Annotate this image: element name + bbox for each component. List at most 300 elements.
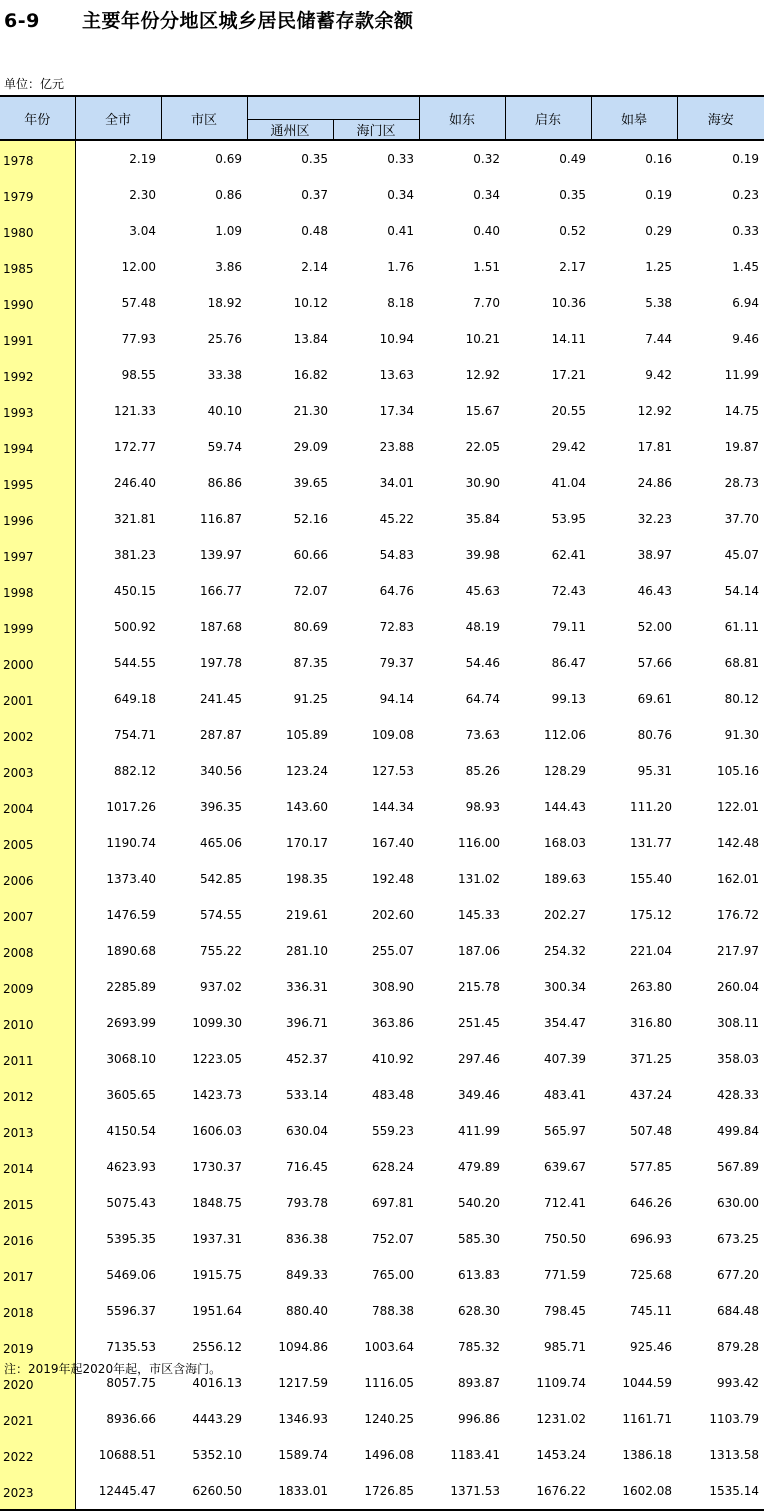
cell-qidong: 53.95 [551, 512, 586, 526]
cell-year: 1994 [0, 429, 75, 465]
table-body [0, 140, 764, 1510]
cell-rugao: 1161.71 [622, 1412, 672, 1426]
cell-year: 2006 [0, 861, 75, 897]
cell-rudong: 85.26 [465, 764, 500, 778]
cell-tongzhou: 1346.93 [278, 1412, 328, 1426]
cell-haimen: 788.38 [372, 1304, 414, 1318]
cell-urban: 187.68 [200, 620, 242, 634]
cell-urban: 465.06 [200, 836, 242, 850]
cell-rugao: 696.93 [630, 1232, 672, 1246]
cell-tongzhou: 80.69 [293, 620, 328, 634]
cell-qidong: 750.50 [544, 1232, 586, 1246]
cell-rudong: 145.33 [458, 908, 500, 922]
cell-qidong: 2.17 [559, 260, 586, 274]
cell-year: 1991 [0, 321, 75, 357]
cell-haimen: 0.33 [387, 152, 414, 166]
cell-urban: 166.77 [200, 584, 242, 598]
cell-haian: 14.75 [724, 404, 759, 418]
cell-qidong: 1109.74 [536, 1376, 586, 1390]
cell-rudong: 479.89 [458, 1160, 500, 1174]
cell-rudong: 628.30 [458, 1304, 500, 1318]
cell-total: 246.40 [114, 476, 156, 490]
table-row [0, 573, 764, 609]
cell-qidong: 254.32 [544, 944, 586, 958]
cell-tongzhou: 21.30 [293, 404, 328, 418]
cell-total: 5395.35 [106, 1232, 156, 1246]
cell-year: 2023 [0, 1473, 75, 1510]
cell-year: 2008 [0, 933, 75, 969]
cell-rugao: 175.12 [630, 908, 672, 922]
cell-year: 1980 [0, 213, 75, 249]
cell-tongzhou: 52.16 [293, 512, 328, 526]
header-urban-subgroup [247, 96, 419, 120]
cell-haian: 162.01 [717, 872, 759, 886]
cell-urban: 4443.29 [192, 1412, 242, 1426]
cell-haimen: 1116.05 [364, 1376, 414, 1390]
cell-haian: 54.14 [724, 584, 759, 598]
cell-rudong: 251.45 [458, 1016, 500, 1030]
cell-urban: 937.02 [200, 980, 242, 994]
cell-total: 77.93 [121, 332, 156, 346]
cell-total: 8936.66 [106, 1412, 156, 1426]
cell-urban: 396.35 [200, 800, 242, 814]
cell-qidong: 354.47 [544, 1016, 586, 1030]
cell-haian: 1.45 [732, 260, 759, 274]
cell-rudong: 73.63 [465, 728, 500, 742]
cell-haian: 19.87 [724, 440, 759, 454]
table-row [0, 825, 764, 861]
cell-year: 2017 [0, 1257, 75, 1293]
cell-rudong: 0.34 [473, 188, 500, 202]
cell-tongzhou: 630.04 [286, 1124, 328, 1138]
cell-total: 3.04 [129, 224, 156, 238]
table-row [0, 1293, 764, 1329]
cell-haimen: 34.01 [379, 476, 414, 490]
cell-year: 2021 [0, 1401, 75, 1437]
cell-rugao: 925.46 [630, 1340, 672, 1354]
table-row [0, 1041, 764, 1077]
cell-rudong: 785.32 [458, 1340, 500, 1354]
cell-haian: 61.11 [724, 620, 759, 634]
cell-tongzhou: 91.25 [293, 692, 328, 706]
cell-year: 2012 [0, 1077, 75, 1113]
cell-rugao: 0.16 [645, 152, 672, 166]
cell-tongzhou: 716.45 [286, 1160, 328, 1174]
cell-total: 2.19 [129, 152, 156, 166]
cell-total: 10688.51 [98, 1448, 156, 1462]
table-row [0, 1005, 764, 1041]
cell-urban: 574.55 [200, 908, 242, 922]
cell-total: 2693.99 [106, 1016, 156, 1030]
cell-total: 3605.65 [106, 1088, 156, 1102]
cell-haian: 1313.58 [709, 1448, 759, 1462]
cell-tongzhou: 13.84 [293, 332, 328, 346]
table-number: 6-9 [4, 10, 40, 32]
cell-haian: 673.25 [717, 1232, 759, 1246]
cell-year: 2001 [0, 681, 75, 717]
cell-urban: 86.86 [207, 476, 242, 490]
cell-haian: 105.16 [717, 764, 759, 778]
cell-haian: 80.12 [724, 692, 759, 706]
table-row [0, 681, 764, 717]
header-haian: 海安 [677, 96, 764, 140]
cell-urban: 1937.31 [192, 1232, 242, 1246]
cell-year: 2013 [0, 1113, 75, 1149]
cell-year: 1996 [0, 501, 75, 537]
cell-qidong: 128.29 [544, 764, 586, 778]
savings-table [0, 95, 764, 1511]
cell-haian: 45.07 [724, 548, 759, 562]
cell-qidong: 10.36 [551, 296, 586, 310]
cell-year: 1998 [0, 573, 75, 609]
cell-haimen: 559.23 [372, 1124, 414, 1138]
cell-haian: 308.11 [717, 1016, 759, 1030]
table-row [0, 1149, 764, 1185]
cell-haian: 677.20 [717, 1268, 759, 1282]
cell-haian: 91.30 [724, 728, 759, 742]
cell-haimen: 1240.25 [364, 1412, 414, 1426]
cell-total: 649.18 [114, 692, 156, 706]
cell-qidong: 99.13 [551, 692, 586, 706]
cell-haimen: 697.81 [372, 1196, 414, 1210]
cell-rugao: 38.97 [637, 548, 672, 562]
cell-haimen: 628.24 [372, 1160, 414, 1174]
cell-haimen: 167.40 [372, 836, 414, 850]
cell-rugao: 111.20 [630, 800, 672, 814]
cell-rugao: 155.40 [630, 872, 672, 886]
cell-haian: 358.03 [717, 1052, 759, 1066]
cell-haian: 260.04 [717, 980, 759, 994]
cell-year: 1995 [0, 465, 75, 501]
header-haimen: 海门区 [333, 120, 419, 141]
cell-haian: 567.89 [717, 1160, 759, 1174]
cell-haimen: 144.34 [372, 800, 414, 814]
cell-qidong: 202.27 [544, 908, 586, 922]
cell-rugao: 95.31 [637, 764, 672, 778]
cell-qidong: 144.43 [544, 800, 586, 814]
cell-rudong: 0.40 [473, 224, 500, 238]
cell-rudong: 585.30 [458, 1232, 500, 1246]
cell-rugao: 1386.18 [622, 1448, 672, 1462]
cell-qidong: 798.45 [544, 1304, 586, 1318]
cell-haimen: 109.08 [372, 728, 414, 742]
table-row [0, 753, 764, 789]
cell-tongzhou: 10.12 [293, 296, 328, 310]
cell-year: 1978 [0, 140, 75, 177]
cell-haimen: 54.83 [379, 548, 414, 562]
cell-urban: 542.85 [200, 872, 242, 886]
cell-haimen: 64.76 [379, 584, 414, 598]
cell-haian: 6.94 [732, 296, 759, 310]
cell-year: 1990 [0, 285, 75, 321]
cell-urban: 1730.37 [192, 1160, 242, 1174]
cell-haimen: 1496.08 [364, 1448, 414, 1462]
cell-haian: 993.42 [717, 1376, 759, 1390]
table-row [0, 1113, 764, 1149]
cell-tongzhou: 123.24 [286, 764, 328, 778]
cell-urban: 116.87 [200, 512, 242, 526]
cell-tongzhou: 281.10 [286, 944, 328, 958]
cell-haimen: 13.63 [379, 368, 414, 382]
cell-total: 1373.40 [106, 872, 156, 886]
cell-urban: 1915.75 [192, 1268, 242, 1282]
table-row [0, 1401, 764, 1437]
cell-haian: 630.00 [717, 1196, 759, 1210]
cell-rudong: 131.02 [458, 872, 500, 886]
cell-rudong: 540.20 [458, 1196, 500, 1210]
cell-rudong: 39.98 [465, 548, 500, 562]
cell-year: 2018 [0, 1293, 75, 1329]
page-title [4, 6, 414, 33]
cell-total: 321.81 [114, 512, 156, 526]
cell-rudong: 349.46 [458, 1088, 500, 1102]
cell-total: 2.30 [129, 188, 156, 202]
cell-urban: 1.09 [215, 224, 242, 238]
cell-tongzhou: 39.65 [293, 476, 328, 490]
cell-total: 12.00 [121, 260, 156, 274]
cell-rugao: 1602.08 [591, 1473, 677, 1510]
cell-rudong: 1.51 [473, 260, 500, 274]
cell-rudong: 893.87 [458, 1376, 500, 1390]
cell-urban: 1606.03 [192, 1124, 242, 1138]
cell-total: 121.33 [114, 404, 156, 418]
cell-haimen: 255.07 [372, 944, 414, 958]
cell-tongzhou: 396.71 [286, 1016, 328, 1030]
cell-urban: 197.78 [200, 656, 242, 670]
cell-qidong: 483.41 [544, 1088, 586, 1102]
cell-tongzhou: 87.35 [293, 656, 328, 670]
cell-tongzhou: 72.07 [293, 584, 328, 598]
cell-rugao: 24.86 [637, 476, 672, 490]
table-row [0, 933, 764, 969]
cell-year: 2002 [0, 717, 75, 753]
cell-haian: 0.33 [732, 224, 759, 238]
cell-rudong: 15.67 [465, 404, 500, 418]
cell-rugao: 52.00 [637, 620, 672, 634]
cell-tongzhou: 29.09 [293, 440, 328, 454]
cell-urban: 4016.13 [192, 1376, 242, 1390]
cell-rugao: 9.42 [645, 368, 672, 382]
cell-rudong: 30.90 [465, 476, 500, 490]
table-row [0, 609, 764, 645]
cell-rudong: 411.99 [458, 1124, 500, 1138]
cell-rudong: 187.06 [458, 944, 500, 958]
table-row [0, 393, 764, 429]
cell-rudong: 116.00 [458, 836, 500, 850]
cell-haimen: 0.34 [387, 188, 414, 202]
table-row [0, 861, 764, 897]
cell-qidong: 565.97 [544, 1124, 586, 1138]
cell-tongzhou: 533.14 [286, 1088, 328, 1102]
cell-total: 5075.43 [106, 1196, 156, 1210]
cell-tongzhou: 793.78 [286, 1196, 328, 1210]
cell-year: 2007 [0, 897, 75, 933]
cell-urban: 2556.12 [192, 1340, 242, 1354]
cell-qidong: 72.43 [551, 584, 586, 598]
cell-rudong: 7.70 [473, 296, 500, 310]
cell-rudong: 48.19 [465, 620, 500, 634]
cell-year: 1985 [0, 249, 75, 285]
cell-rugao: 17.81 [637, 440, 672, 454]
cell-rugao: 7.44 [645, 332, 672, 346]
cell-qidong: 712.41 [544, 1196, 586, 1210]
cell-rugao: 371.25 [630, 1052, 672, 1066]
cell-haian: 37.70 [724, 512, 759, 526]
cell-haimen: 72.83 [379, 620, 414, 634]
cell-rudong: 996.86 [458, 1412, 500, 1426]
header-tongzhou: 通州区 [247, 120, 333, 141]
cell-haian: 1535.14 [677, 1473, 764, 1510]
cell-urban: 340.56 [200, 764, 242, 778]
table-row [0, 897, 764, 933]
cell-haian: 0.23 [732, 188, 759, 202]
cell-qidong: 985.71 [544, 1340, 586, 1354]
cell-qidong: 771.59 [544, 1268, 586, 1282]
table-row [0, 249, 764, 285]
cell-haimen: 192.48 [372, 872, 414, 886]
cell-year: 1993 [0, 393, 75, 429]
cell-urban: 241.45 [200, 692, 242, 706]
cell-tongzhou: 105.89 [286, 728, 328, 742]
cell-total: 1890.68 [106, 944, 156, 958]
cell-qidong: 20.55 [551, 404, 586, 418]
cell-rudong: 215.78 [458, 980, 500, 994]
cell-tongzhou: 1217.59 [278, 1376, 328, 1390]
cell-rudong: 22.05 [465, 440, 500, 454]
cell-tongzhou: 2.14 [301, 260, 328, 274]
cell-total: 57.48 [121, 296, 156, 310]
cell-tongzhou: 849.33 [286, 1268, 328, 1282]
cell-haian: 1103.79 [709, 1412, 759, 1426]
unit-label: 单位：亿元 [4, 77, 65, 91]
cell-qidong: 168.03 [544, 836, 586, 850]
cell-rudong: 12.92 [465, 368, 500, 382]
cell-year: 2000 [0, 645, 75, 681]
cell-haian: 217.97 [717, 944, 759, 958]
cell-rugao: 507.48 [630, 1124, 672, 1138]
cell-tongzhou: 1589.74 [278, 1448, 328, 1462]
cell-haian: 9.46 [732, 332, 759, 346]
cell-urban: 1423.73 [192, 1088, 242, 1102]
cell-rudong: 0.32 [473, 152, 500, 166]
cell-year: 2016 [0, 1221, 75, 1257]
cell-total: 1017.26 [106, 800, 156, 814]
cell-haimen: 10.94 [379, 332, 414, 346]
cell-year: 1999 [0, 609, 75, 645]
cell-tongzhou: 198.35 [286, 872, 328, 886]
cell-rudong: 54.46 [465, 656, 500, 670]
cell-tongzhou: 452.37 [286, 1052, 328, 1066]
cell-urban: 3.86 [215, 260, 242, 274]
cell-haimen: 483.48 [372, 1088, 414, 1102]
cell-haimen: 23.88 [379, 440, 414, 454]
cell-rugao: 577.85 [630, 1160, 672, 1174]
cell-haian: 11.99 [724, 368, 759, 382]
cell-haimen: 363.86 [372, 1016, 414, 1030]
cell-tongzhou: 170.17 [286, 836, 328, 850]
cell-total: 1190.74 [106, 836, 156, 850]
cell-tongzhou: 0.48 [301, 224, 328, 238]
cell-total: 98.55 [121, 368, 156, 382]
cell-total: 5596.37 [106, 1304, 156, 1318]
table-row [0, 1221, 764, 1257]
cell-tongzhou: 0.35 [301, 152, 328, 166]
cell-year: 2011 [0, 1041, 75, 1077]
cell-rugao: 725.68 [630, 1268, 672, 1282]
cell-rugao: 131.77 [630, 836, 672, 850]
cell-total: 3068.10 [106, 1052, 156, 1066]
table-row [0, 969, 764, 1005]
cell-haimen: 17.34 [379, 404, 414, 418]
cell-total: 500.92 [114, 620, 156, 634]
table-header [0, 96, 764, 140]
cell-qidong: 86.47 [551, 656, 586, 670]
cell-qidong: 41.04 [551, 476, 586, 490]
cell-qidong: 79.11 [551, 620, 586, 634]
cell-qidong: 189.63 [544, 872, 586, 886]
footnote: 注：2019年起2020年起，市区含海门。 [4, 1362, 222, 1376]
table-row [0, 717, 764, 753]
cell-qidong: 14.11 [551, 332, 586, 346]
header-rudong: 如东 [419, 96, 505, 140]
cell-total: 12445.47 [75, 1473, 161, 1510]
cell-qidong: 0.52 [559, 224, 586, 238]
table-row [0, 213, 764, 249]
cell-total: 381.23 [114, 548, 156, 562]
cell-urban: 287.87 [200, 728, 242, 742]
cell-rugao: 1044.59 [622, 1376, 672, 1390]
cell-haian: 0.19 [732, 152, 759, 166]
cell-year: 1997 [0, 537, 75, 573]
cell-tongzhou: 836.38 [286, 1232, 328, 1246]
cell-rugao: 0.29 [645, 224, 672, 238]
cell-haian: 176.72 [717, 908, 759, 922]
cell-urban: 755.22 [200, 944, 242, 958]
table-row [0, 501, 764, 537]
cell-tongzhou: 60.66 [293, 548, 328, 562]
table-row [0, 1473, 764, 1510]
table-row [0, 1077, 764, 1113]
cell-haimen: 0.41 [387, 224, 414, 238]
cell-rugao: 745.11 [630, 1304, 672, 1318]
header-urban: 市区 [161, 96, 247, 140]
cell-year: 2015 [0, 1185, 75, 1221]
table-row [0, 1257, 764, 1293]
cell-rudong: 45.63 [465, 584, 500, 598]
cell-urban: 0.69 [215, 152, 242, 166]
cell-urban: 1951.64 [192, 1304, 242, 1318]
cell-tongzhou: 0.37 [301, 188, 328, 202]
header-qidong: 启东 [505, 96, 591, 140]
table-title: 主要年份分地区城乡居民储蓄存款余额 [82, 10, 414, 32]
cell-qidong: 29.42 [551, 440, 586, 454]
cell-qidong: 62.41 [551, 548, 586, 562]
cell-rudong: 297.46 [458, 1052, 500, 1066]
cell-tongzhou: 143.60 [286, 800, 328, 814]
cell-tongzhou: 16.82 [293, 368, 328, 382]
cell-qidong: 1453.24 [536, 1448, 586, 1462]
table-row [0, 1185, 764, 1221]
cell-haimen: 8.18 [387, 296, 414, 310]
cell-haimen: 308.90 [372, 980, 414, 994]
cell-rudong: 35.84 [465, 512, 500, 526]
cell-urban: 1848.75 [192, 1196, 242, 1210]
table-row [0, 140, 764, 177]
cell-qidong: 1231.02 [536, 1412, 586, 1426]
cell-rugao: 646.26 [630, 1196, 672, 1210]
cell-rugao: 437.24 [630, 1088, 672, 1102]
cell-haimen: 410.92 [372, 1052, 414, 1066]
